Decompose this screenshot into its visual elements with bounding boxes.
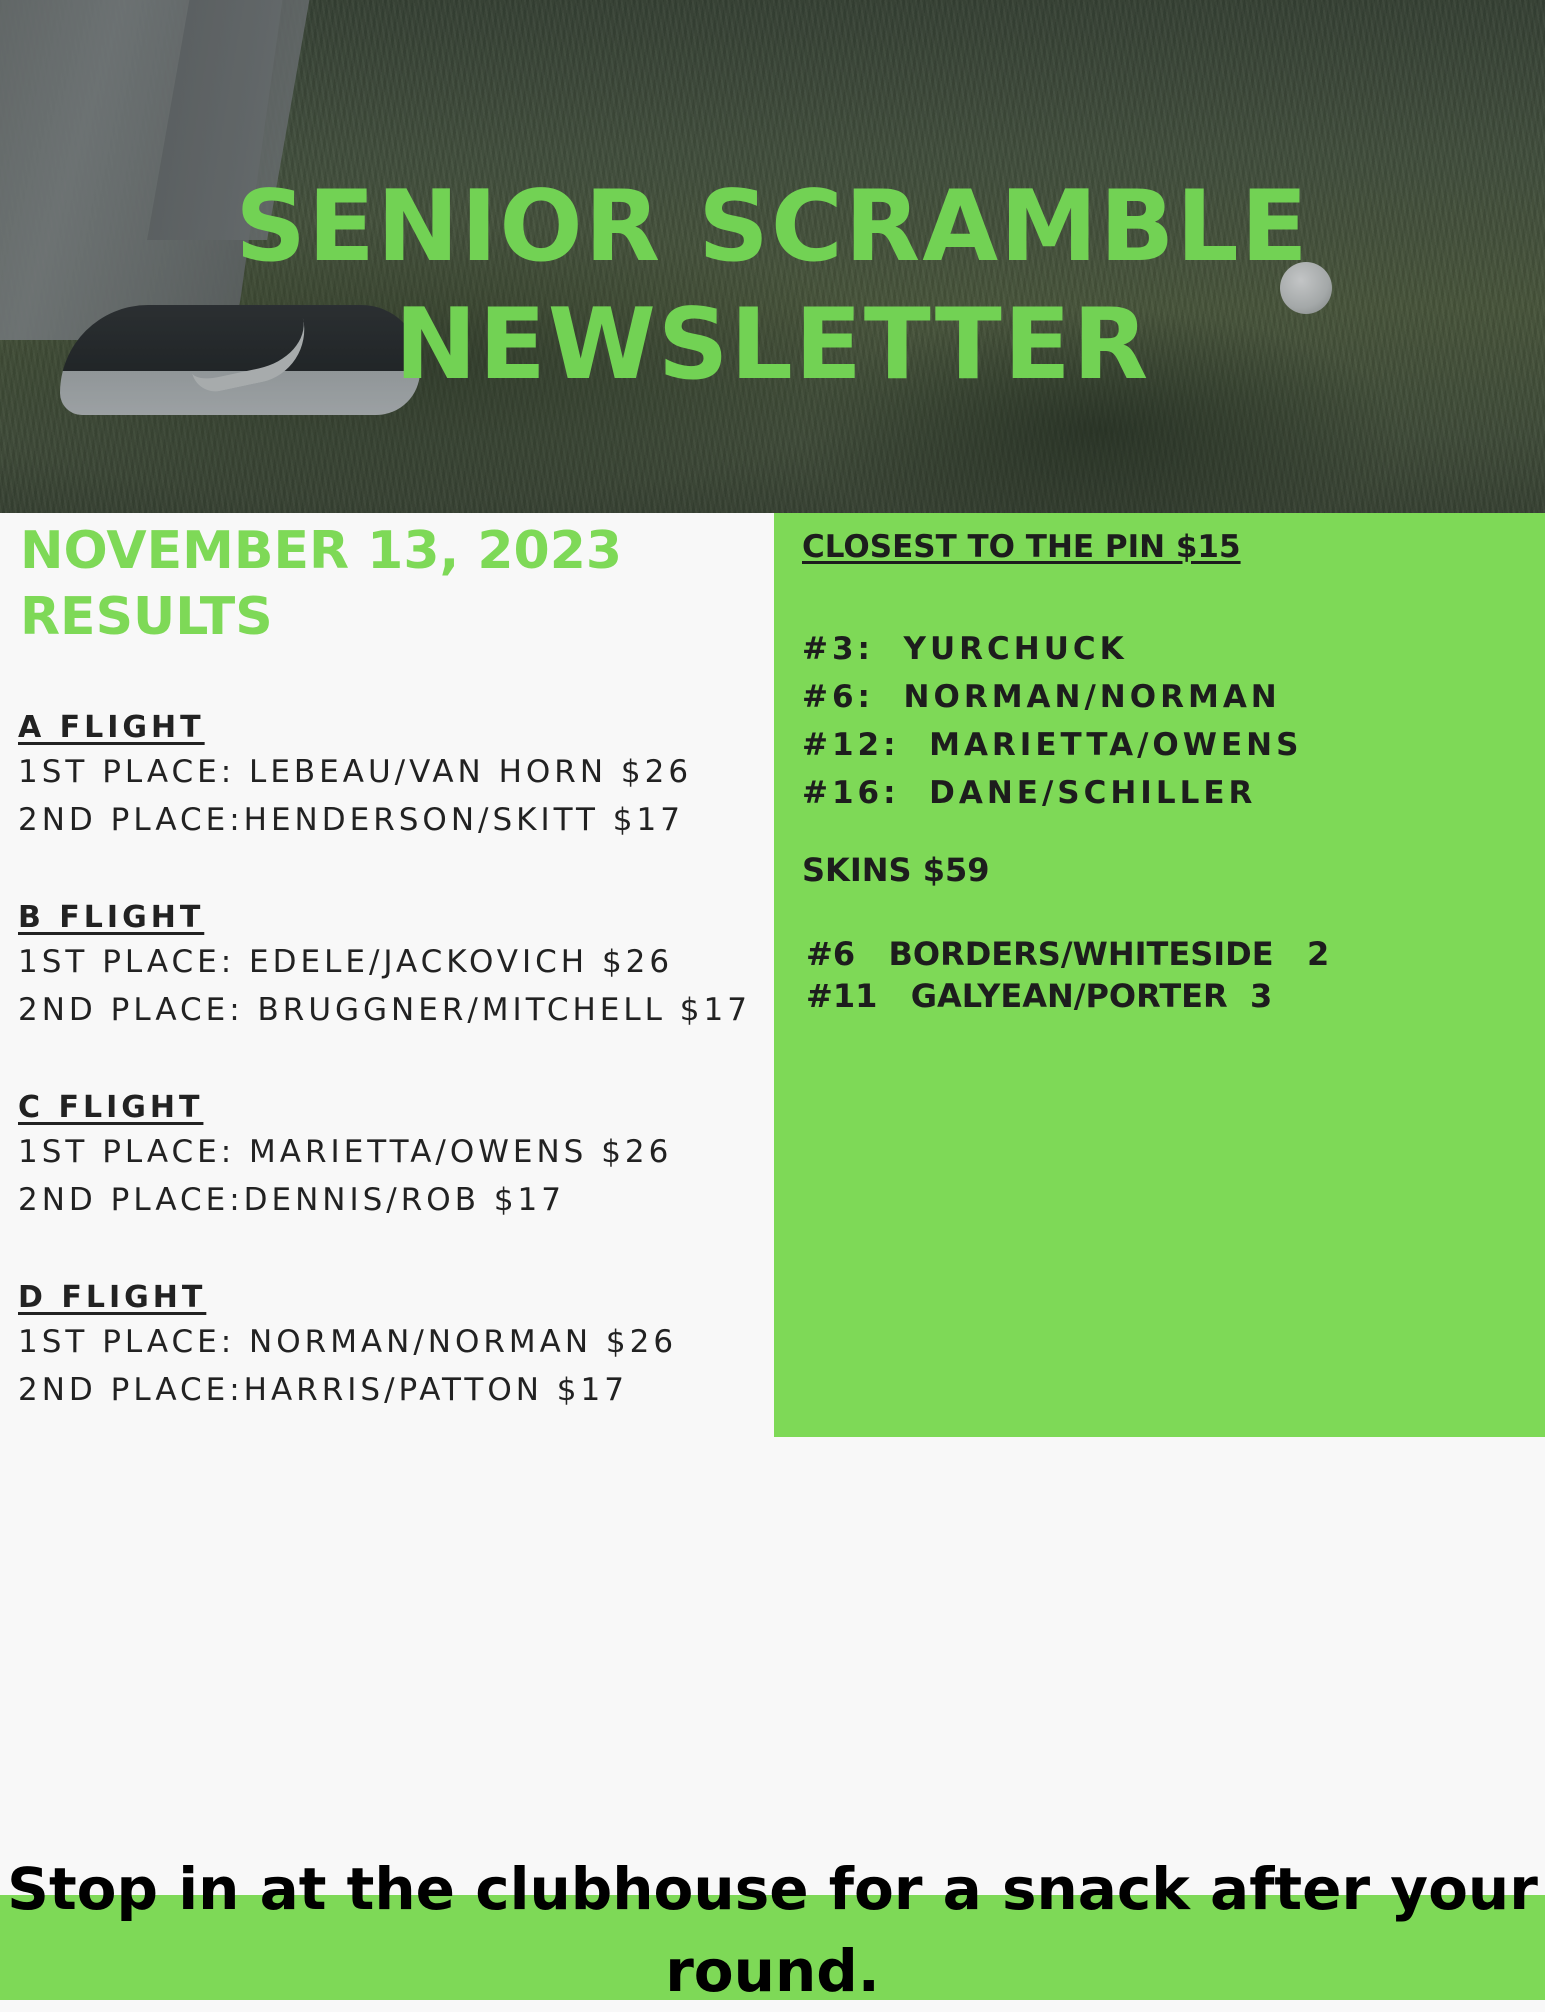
second-place: 2ND PLACE:HARRIS/PATTON $17 bbox=[18, 1372, 628, 1408]
newsletter-title bbox=[0, 168, 1545, 404]
footer-message: Stop in at the clubhouse for a snack after your round. bbox=[7, 1855, 1538, 2005]
list-item: #3: YURCHUCK bbox=[802, 631, 1128, 667]
first-place: 1ST PLACE: EDELE/JACKOVICH $26 bbox=[18, 944, 674, 980]
flight-a bbox=[18, 708, 768, 844]
first-place: 1ST PLACE: LEBEAU/VAN HORN $26 bbox=[18, 754, 693, 790]
list-item: #16: DANE/SCHILLER bbox=[802, 775, 1257, 811]
title-line-2: NEWSLETTER bbox=[394, 288, 1151, 402]
side-panel bbox=[774, 513, 1545, 1437]
flight-d bbox=[18, 1278, 768, 1414]
list-item: #12: MARIETTA/OWENS bbox=[802, 727, 1303, 763]
results-label: RESULTS bbox=[20, 587, 273, 647]
flight-name: A FLIGHT bbox=[18, 710, 205, 745]
flight-name: D FLIGHT bbox=[18, 1280, 207, 1315]
skins-heading: SKINS $59 bbox=[802, 851, 990, 889]
list-item: #6 BORDERS/WHITESIDE 2 bbox=[806, 935, 1330, 973]
title-line-1: SENIOR SCRAMBLE bbox=[235, 170, 1310, 284]
flight-c bbox=[18, 1088, 768, 1224]
closest-to-pin-list bbox=[802, 625, 1302, 817]
results-heading bbox=[20, 518, 760, 650]
second-place: 2ND PLACE:DENNIS/ROB $17 bbox=[18, 1182, 565, 1218]
closest-to-pin-heading: CLOSEST TO THE PIN $15 bbox=[802, 529, 1241, 565]
list-item: #6: NORMAN/NORMAN bbox=[802, 679, 1281, 715]
skins-list bbox=[806, 933, 1329, 1017]
first-place: 1ST PLACE: MARIETTA/OWENS $26 bbox=[18, 1134, 673, 1170]
flight-b bbox=[18, 898, 768, 1034]
second-place: 2ND PLACE: BRUGGNER/MITCHELL $17 bbox=[18, 992, 751, 1028]
flight-name: B FLIGHT bbox=[18, 900, 205, 935]
hero-banner bbox=[0, 0, 1545, 513]
list-item: #11 GALYEAN/PORTER 3 bbox=[806, 977, 1273, 1015]
flight-name: C FLIGHT bbox=[18, 1090, 204, 1125]
results-date: NOVEMBER 13, 2023 bbox=[20, 521, 623, 581]
second-place: 2ND PLACE:HENDERSON/SKITT $17 bbox=[18, 802, 684, 838]
first-place: 1ST PLACE: NORMAN/NORMAN $26 bbox=[18, 1324, 678, 1360]
